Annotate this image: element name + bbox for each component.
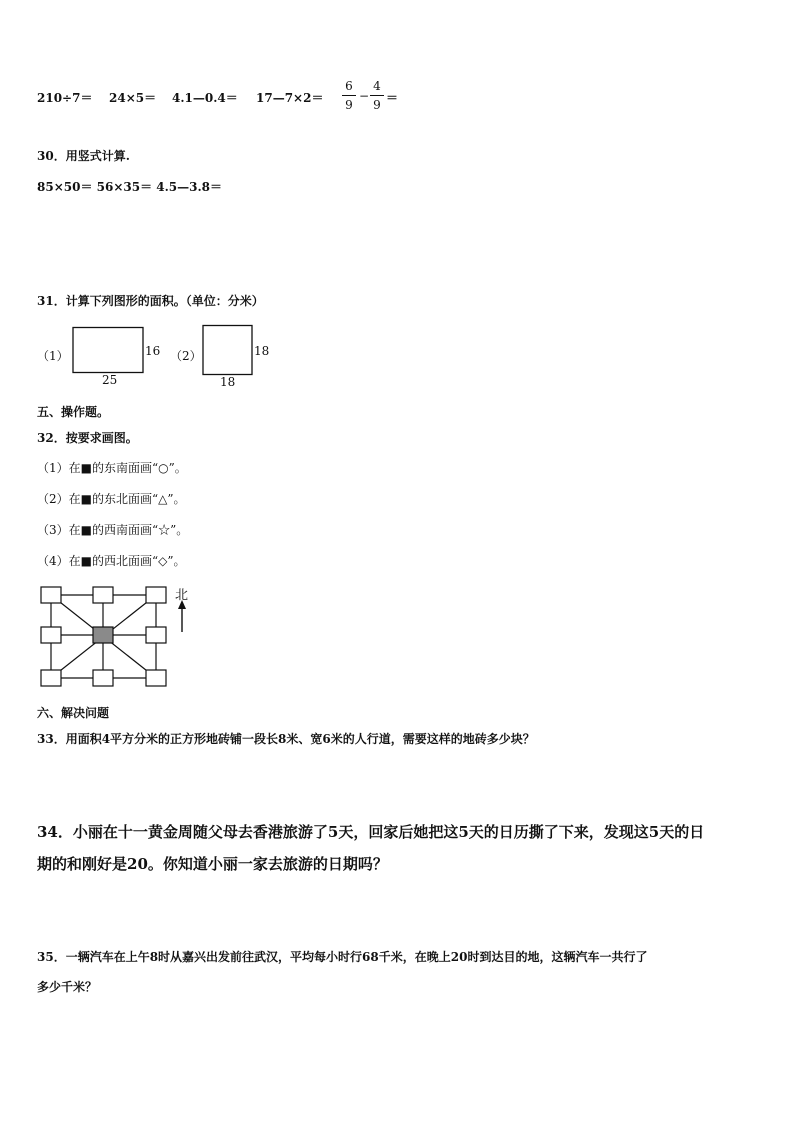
grid-box-sw	[41, 670, 61, 686]
q30-items: 85×50＝ 56×35＝ 4.5—3.8＝	[37, 180, 223, 194]
section-6-title: 六、解决问题	[37, 706, 110, 720]
fraction-denominator: 9	[345, 98, 353, 112]
section-5-title: 五、操作题。	[37, 405, 110, 419]
q35-line-1: 35．一辆汽车在上午8时从嘉兴出发前往武汉，平均每小时行68千米，在晚上20时到达目的地，这辆汽车一共行了	[37, 950, 648, 964]
figure-1-width: 25	[102, 373, 118, 387]
grid-box-w	[41, 627, 61, 643]
square-figure-2	[203, 326, 252, 375]
grid-box-ne	[146, 587, 166, 603]
q34-line-2: 期的和刚好是20。你知道小丽一家去旅游的日期吗？	[37, 855, 388, 873]
q33-text: 33．用面积4平方分米的正方形地砖铺一段长8米、宽6米的人行道，需要这样的地砖多少块？	[37, 732, 535, 746]
fraction-numerator: 6	[345, 79, 353, 93]
fraction-denominator: 9	[373, 98, 381, 112]
grid-box-s	[93, 670, 113, 686]
grid-box-nw	[41, 587, 61, 603]
fraction-numerator: 4	[373, 79, 381, 93]
minus-sign: −	[359, 89, 370, 103]
q30-title: 30．用竖式计算.	[37, 149, 130, 163]
calc-item-2: 24×5＝	[109, 91, 157, 105]
calc-item-3: 4.1—0.4＝	[172, 91, 238, 105]
q32-item-4: （4）在■的西北面画“◇”。	[37, 554, 186, 568]
figure-1-height: 16	[145, 344, 161, 358]
center-shaded-square	[93, 627, 113, 643]
figure-2-label: （2）	[170, 349, 202, 363]
q32-item-2: （2）在■的东北面画“△”。	[37, 492, 186, 506]
calc-item-1: 210÷7＝	[37, 91, 93, 105]
q32-title: 32．按要求画图。	[37, 431, 138, 445]
rectangle-figure-1	[73, 328, 143, 373]
equals-sign: ＝	[386, 91, 399, 105]
calc-item-4: 17—7×2＝	[256, 91, 324, 105]
figure-1-label: （1）	[37, 349, 69, 363]
figure-2-width: 18	[220, 375, 236, 389]
figure-2-height: 18	[254, 344, 270, 358]
grid-box-se	[146, 670, 166, 686]
area-figures	[0, 0, 794, 400]
q31-title: 31．计算下列图形的面积。（单位：分米）	[37, 294, 264, 308]
q35-line-2: 多少千米？	[37, 980, 98, 994]
q34-line-1: 34．小丽在十一黄金周随父母去香港旅游了5天，回家后她把这5天的日历撕了下来，发现这5天的日	[37, 823, 705, 841]
north-label: 北	[175, 588, 189, 603]
q32-item-1: （1）在■的东南面画“○”。	[37, 461, 187, 475]
q32-item-3: （3）在■的西南面画“☆”。	[37, 523, 189, 537]
grid-box-e	[146, 627, 166, 643]
grid-box-n	[93, 587, 113, 603]
